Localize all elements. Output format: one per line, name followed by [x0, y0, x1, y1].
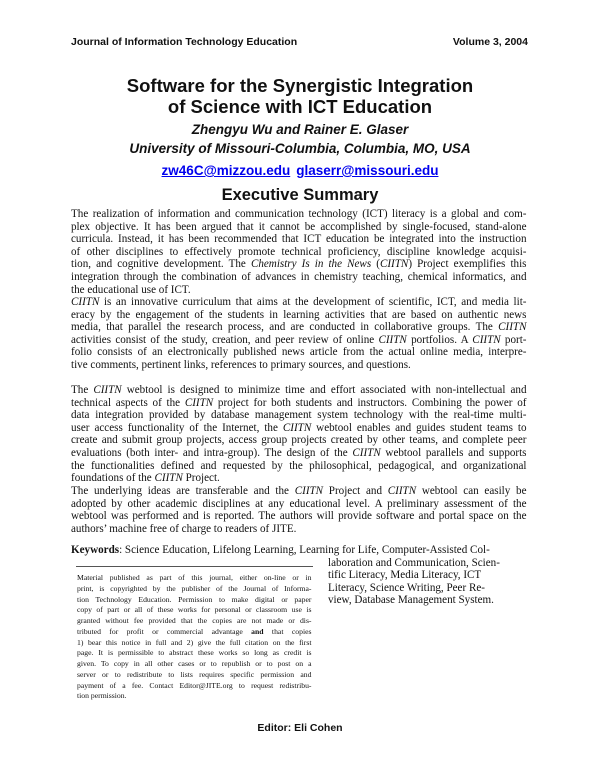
text-run: webtool can easily be [416, 485, 527, 497]
copyright-notice-line [77, 670, 312, 681]
text-run: tributed for profit or commercial advantage [77, 626, 252, 636]
italic-text: CIITN [282, 421, 312, 434]
text-run: folio consists of an electronically published news article from the actual online media, interpre- [71, 346, 527, 359]
text-run: portfolios. A [406, 333, 473, 346]
keywords-continued-line: view, Database Management System. [328, 593, 494, 606]
text-run: is an innovative curriculum that aims at the development of scientific, ICT, and media lit- [99, 296, 527, 308]
text-run: The underlying ideas are transferable and the [71, 485, 295, 497]
text-run: granted without fee provided that the copies are not made or dis- [77, 616, 312, 625]
keywords-continued-line: laboration and Communication, Scien- [328, 557, 500, 569]
italic-text: CIITN [294, 485, 324, 497]
paragraph-line [71, 309, 527, 321]
paragraph-line [71, 359, 411, 371]
copyright-notice-line [77, 605, 312, 616]
paragraph-line [71, 434, 527, 446]
text-run: plex objective. It has been argued that it cannot be accomplished by single-focused, stand-alone [71, 220, 527, 233]
text-run: authors’ machine free of charge to readers of JITE. [71, 522, 297, 535]
paragraph-line [71, 460, 527, 472]
paragraph-line [71, 422, 527, 434]
keywords-text: : Science Education, Lifelong Learning, Learning for Life, Computer-Assisted Col- [119, 544, 490, 556]
text-run: The [71, 384, 94, 396]
italic-text: CIITN [379, 258, 409, 271]
copyright-notice-line [77, 627, 312, 638]
text-run: technical aspects of the [71, 396, 185, 409]
text-run: and [251, 626, 264, 636]
paragraph-line [71, 271, 527, 283]
volume-info: Volume 3, 2004 [452, 36, 528, 48]
paragraph-line [71, 472, 220, 484]
copyright-notice-line [77, 584, 312, 595]
text-run: the functionalities defined and requested by the philosophical, pedagogical, and organizational [71, 459, 527, 472]
copyright-notice-line [77, 616, 312, 627]
text-run: evaluations (both inter- and intra-group). The design of the [71, 447, 353, 459]
text-run: project for both students and instructors. Combining the power of [213, 396, 527, 409]
email-link-wu[interactable]: zw46C@mizzou.edu [161, 163, 291, 178]
italic-text: CIITN [472, 333, 501, 346]
italic-text: CIITN [378, 333, 407, 346]
copyright-notice-line [77, 691, 127, 702]
text-run: the educational use of ICT. [71, 283, 191, 296]
paragraph-line [71, 498, 527, 510]
paragraph-line [71, 409, 527, 421]
italic-text: CIITN [184, 396, 214, 409]
text-run: Project and [323, 485, 388, 497]
text-run: ( [371, 258, 380, 271]
text-run: tion, and cognitive development. The [71, 258, 251, 271]
paragraph-line [71, 221, 527, 233]
paragraph-line [71, 208, 527, 220]
paragraph-line [71, 485, 527, 497]
text-run: print, is copyrighted by the publisher of the Journal of Informa- [77, 583, 312, 593]
text-run: create and submit group projects, access group projects created by other teams, and complete peer [71, 434, 527, 447]
paper-title-line-1: Software for the Synergistic Integration [126, 75, 474, 96]
italic-text: CIITN [93, 384, 122, 396]
text-run: webtool was performed and is reported. The authors will provide software and portal space on the [71, 510, 527, 523]
copyright-notice-line [77, 595, 312, 606]
text-run: tion permission. [77, 691, 127, 701]
copyright-notice-line [77, 638, 312, 649]
text-run: Project. [182, 472, 220, 485]
affiliation: University of Missouri-Columbia, Columbia, MO, USA [129, 141, 471, 156]
paragraph-line [71, 523, 296, 535]
text-run: eracy by the engagement of the students in learning activities that are based on authentic news [71, 308, 527, 321]
author-emails [0, 163, 600, 179]
italic-text: CIITN [352, 447, 381, 459]
editor-credit: Editor: Eli Cohen [257, 722, 343, 734]
text-run: data integration provided by database management system technology with the real-time multi- [71, 409, 527, 422]
authors: Zhengyu Wu and Rainer E. Glaser [191, 122, 409, 137]
keywords-line [71, 544, 490, 556]
footnote-divider [76, 566, 313, 568]
text-run: foundations of the [71, 472, 155, 485]
text-run: tive comments, pertinent links, references to primary sources, and questions. [71, 359, 411, 371]
paragraph-line [71, 296, 527, 308]
text-run: media, that parallel the research process, and are conducted in collaborative groups. The [71, 321, 499, 334]
text-run: adopted by other academic disciplines at any educational level. A preliminary assessment of the [71, 497, 527, 510]
email-link-glaser[interactable]: glaserr@missouri.edu [296, 163, 439, 178]
text-run: The realization of information and communication technology (ICT) literacy is a global and com- [71, 208, 527, 220]
text-run: 1) bear this notice in full and 2) give the full citation on the first [77, 637, 312, 647]
text-run: webtool parallels and supports [380, 447, 527, 459]
keywords-label: Keywords [71, 544, 120, 556]
text-run: webtool is designed to minimize time and effort associated with non-intellectual and [121, 384, 527, 396]
paragraph-line [71, 384, 527, 396]
italic-text: CIITN [154, 472, 183, 485]
text-run: Material published as part of this journal, either on-line or in [77, 573, 312, 582]
executive-summary-heading: Executive Summary [221, 186, 379, 204]
italic-text: CIITN [387, 485, 417, 497]
paragraph-line [71, 284, 191, 296]
paragraph-line [71, 258, 527, 270]
text-run: payment of a fee. Contact Editor@JITE.org to request redistribu- [77, 680, 312, 690]
paper-title-line-2: of Science with ICT Education [167, 96, 433, 117]
italic-text: Chemistry Is in the News [250, 258, 372, 271]
keywords-continued-line: tific Literacy, Media Literacy, ICT [328, 569, 482, 582]
text-run: integration through the combination of advances in chemistry teaching, chemical informatics, and [71, 271, 527, 283]
journal-name: Journal of Information Technology Education [71, 36, 298, 48]
text-run: tion Technology Education. Permission to make digital or paper [77, 594, 312, 604]
text-run: user access functionality of the Internet, the [71, 421, 283, 434]
italic-text: CIITN [71, 296, 100, 308]
paragraph-line [71, 246, 527, 258]
paragraph-line [71, 233, 527, 245]
keywords-continued-line: Literacy, Science Writing, Peer Re- [328, 581, 485, 594]
text-run: page. It is permissible to abstract these works so long as credit is [77, 648, 312, 658]
paragraph-line [71, 321, 527, 333]
text-run: curricula. Instead, it has been recommended that ICT education be integrated into the instruction [71, 233, 527, 246]
copyright-notice-line [77, 681, 312, 692]
text-run: port- [500, 333, 527, 346]
text-run: activities consist of the study, creation, and peer review of online [71, 333, 379, 346]
paragraph-line [71, 397, 526, 409]
text-run: ) Project exemplifies this [408, 258, 527, 271]
italic-text: CIITN [498, 321, 527, 334]
paragraph-line [71, 510, 527, 522]
text-run: server or to redistribute to lists requires specific permission and [77, 669, 312, 679]
text-run: webtool enables and guides student teams to [311, 421, 527, 434]
text-run: given. To copy in all other cases or to republish or to post on a [77, 659, 312, 668]
paragraph-line [71, 346, 527, 358]
paragraph-line [71, 447, 527, 459]
text-run: of other disciplines to effectively promote technical proficiency, discipline knowledge acquisi- [71, 245, 527, 258]
text-run: that copies [263, 626, 312, 636]
copyright-notice-line [77, 659, 312, 670]
paragraph-line [71, 334, 527, 346]
copyright-notice-line [77, 573, 312, 584]
copyright-notice-line [77, 648, 312, 659]
text-run: copy of part or all of these works for personal or classroom use is [77, 605, 312, 615]
